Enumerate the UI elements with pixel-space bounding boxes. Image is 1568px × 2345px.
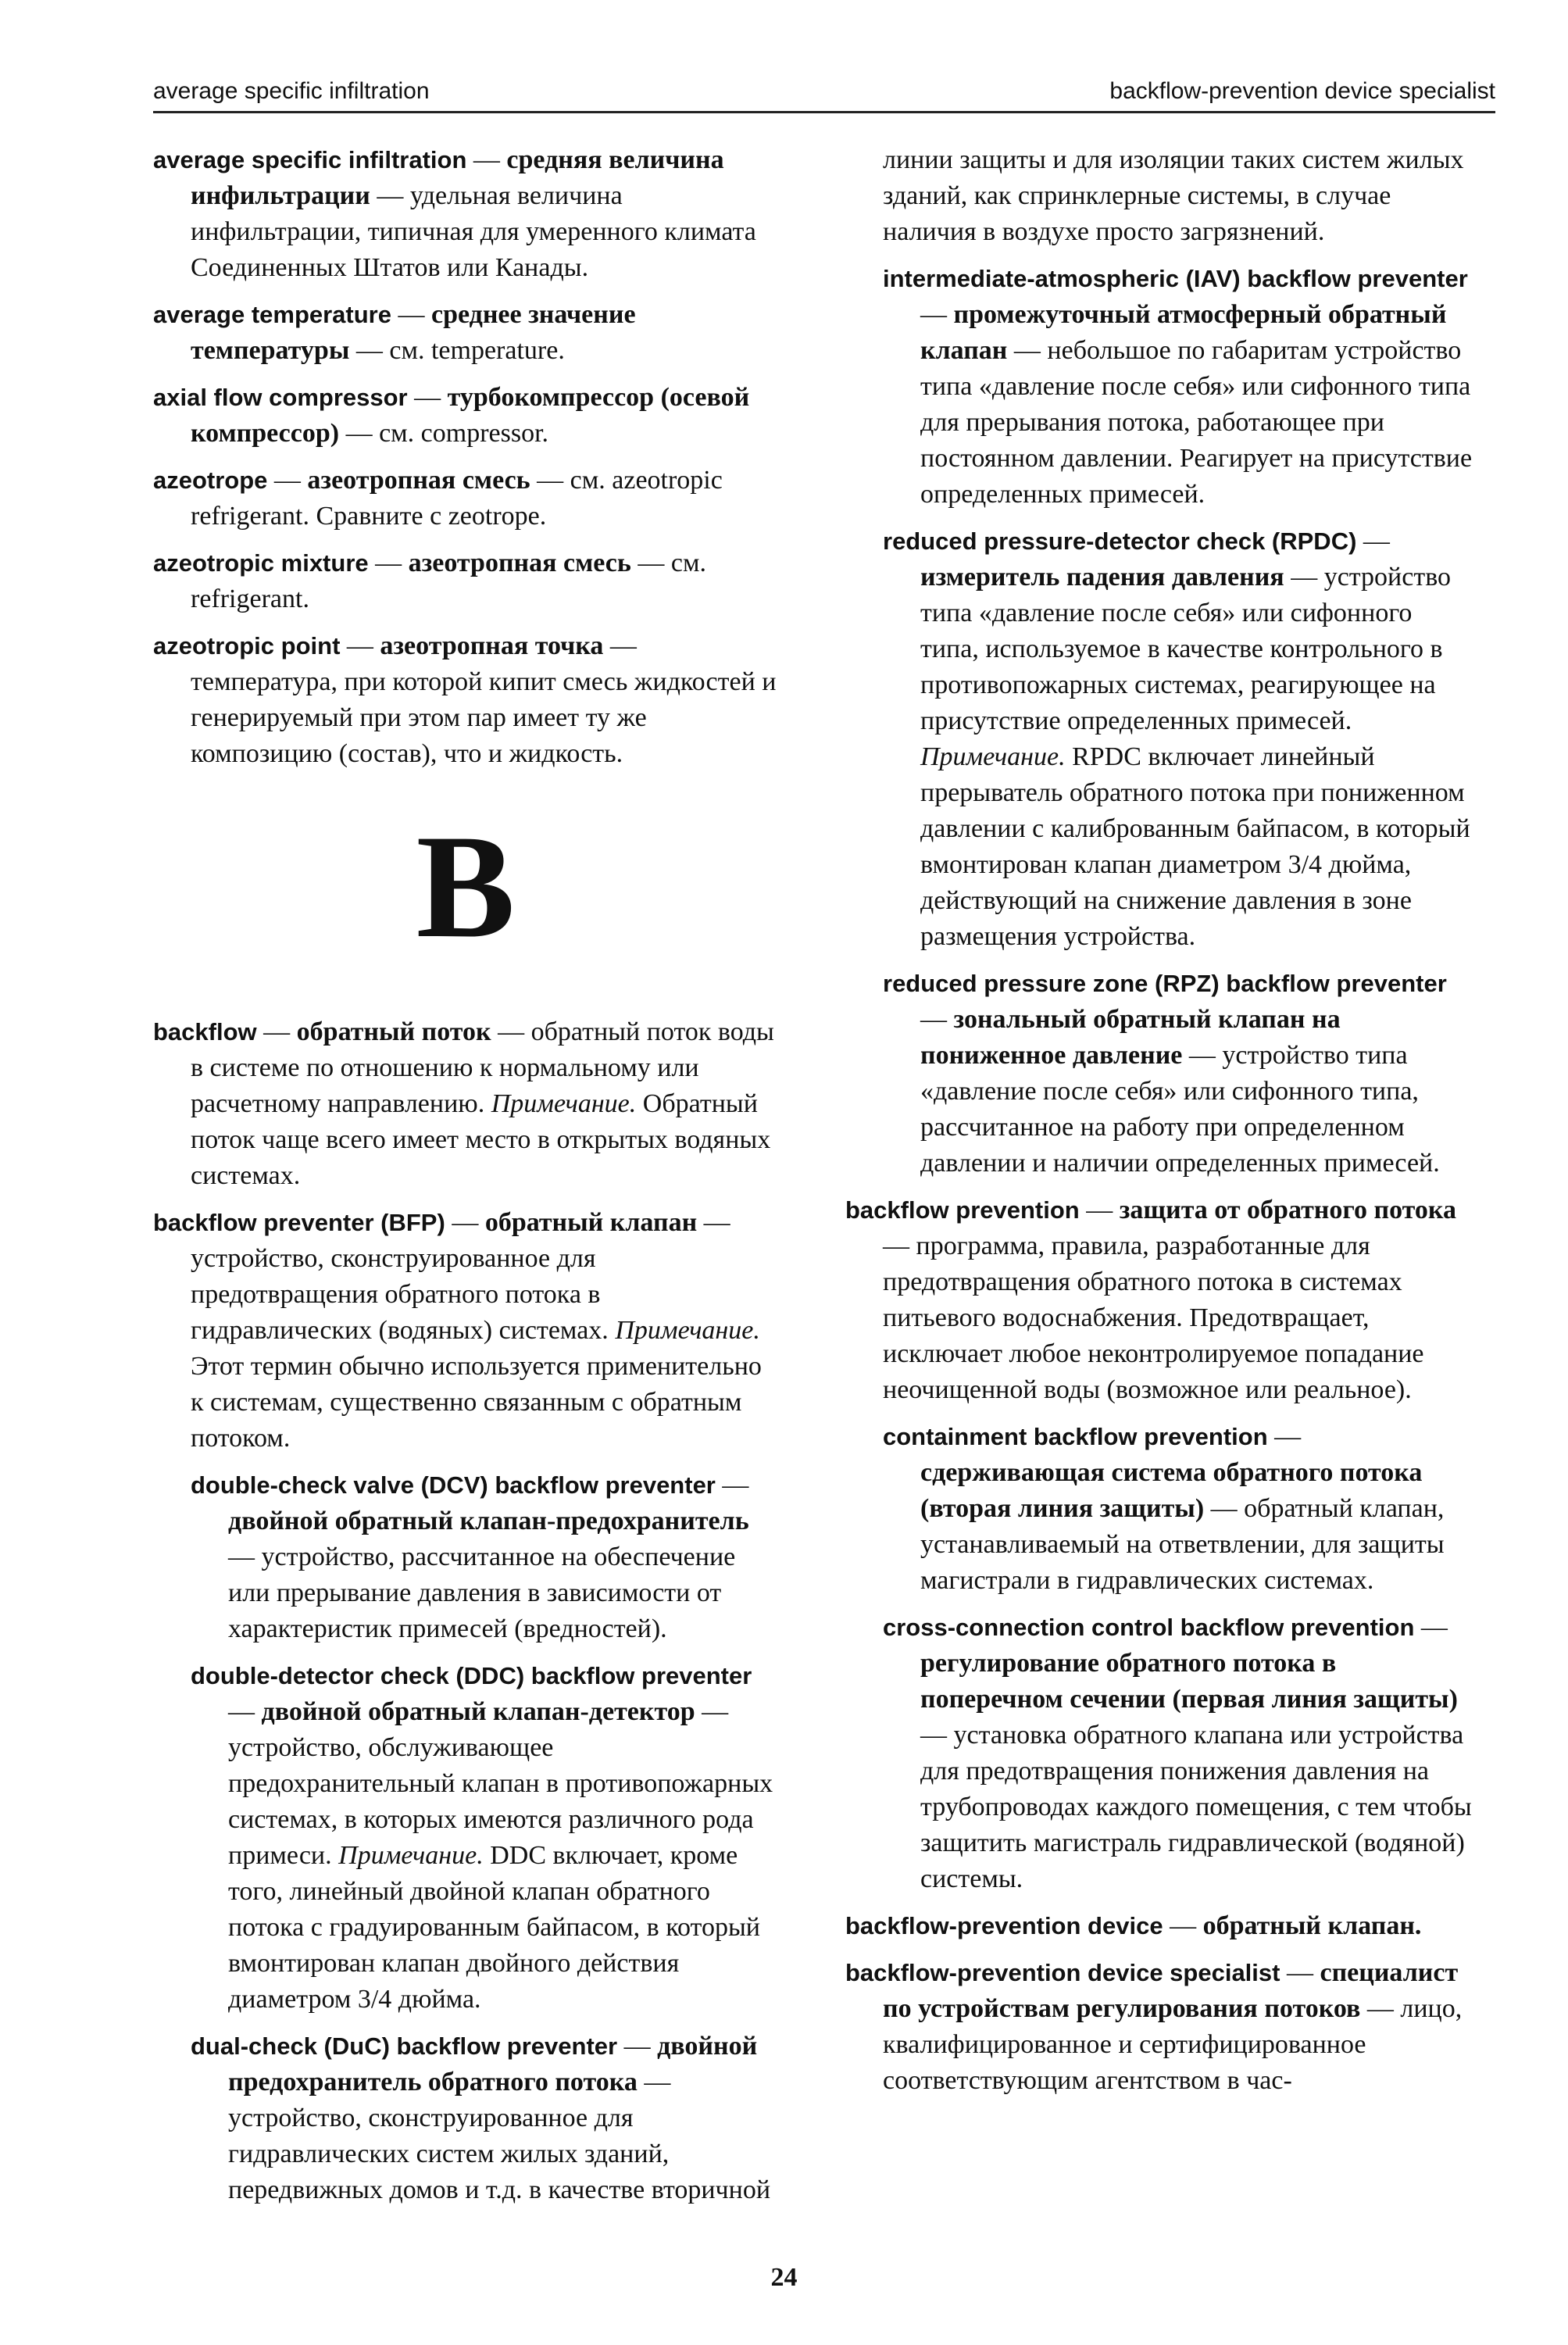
entry-translation: двойной обратный клапан-детектор [261, 1697, 695, 1726]
entry-translation: обратный клапан [484, 1208, 698, 1237]
glossary-entry: average temperature — среднее значение температуры — см. temperature. [153, 300, 636, 365]
note-label: Примечание. [920, 742, 1066, 771]
entry-translation: регулирование обратного потока в поперечном сечении (первая линия защиты) [920, 1649, 1458, 1714]
entry-definition: устройство, рассчитанное на обеспечение или прерывание давления в зависимости от характеристик примесей (вредностей). [228, 1542, 736, 1643]
glossary-entry: axial flow compressor — турбокомпрессор (осевой компрессор) — см. compressor. [153, 383, 750, 448]
entry-term: dual-check (DuC) backflow preventer [191, 2032, 618, 2060]
glossary-subentry: double-check valve (DCV) backflow preventer — двойной обратный клапан-предохранитель — устройство, рассчитанное на обеспечение или прерывание давления в зависимости от характеристик примесей (вредностей). [191, 1471, 749, 1643]
page-number: 24 [770, 2263, 798, 2292]
section-letter: B [416, 805, 516, 969]
entry-definition: устройство, обслуживающее предохранительный клапан в противопожарных системах, в которых имеются различного рода примеси. [228, 1733, 773, 1870]
entry-term: axial flow compressor [153, 384, 408, 411]
entry-note: DDC включает, кроме того, линейный двойной клапан обратного потока с градуированным байпасом, в который вмонтирован клапан двойного действия диаметром 3/4 дюйма. [228, 1841, 760, 2014]
glossary-subentry: double-detector check (DDC) backflow preventer — двойной обратный клапан-детектор — устройство, обслуживающее предохранительный клапан в противопожарных системах, в которых имеются различного рода примеси. Примечание. DDC включает, кроме того, линейный двойной клапан обратного потока с градуированным байпасом, в который вмонтирован клапан двойного действия диаметром 3/4 дюйма. [191, 1662, 773, 2014]
continued-definition [883, 142, 1477, 250]
glossary-entry: backflow prevention — защита от обратного потока — программа, правила, разработанные для предотвращения обратного потока в системах питьевого водоснабжения. Предотвращает, исключает любое неконтролируемое попадание неочищенной воды (возможное или реальное). [845, 1196, 1456, 1404]
entry-term: azeotrope [153, 466, 268, 494]
header-right-term: backflow-prevention device specialist [1109, 78, 1495, 104]
right-column [845, 142, 1477, 2110]
entry-translation: зональный обратный клапан на пониженное давление [920, 1005, 1341, 1070]
entry-continuation: линии защиты и для изоляции таких систем жилых зданий, как спринклерные системы, в случае наличия в воздухе просто загрязнений. [883, 145, 1464, 246]
entry-term: backflow-prevention device [845, 1912, 1163, 1939]
note-label: Примечание. [491, 1089, 637, 1118]
entry-term: double-check valve (DCV) backflow preventer [191, 1471, 716, 1499]
entry-translation: двойной предохранитель обратного потока [228, 2032, 758, 2097]
entry-definition: температура, при которой кипит смесь жидкостей и генерируемый при этом пар имеет ту же композицию (состав), что и жидкость. [191, 667, 777, 768]
entry-translation: обратный клапан. [1202, 1911, 1422, 1940]
entry-translation: средняя величина инфильтрации [191, 145, 724, 210]
entry-definition: см. azeotropic refrigerant. Сравните с zeotrope. [191, 466, 723, 531]
glossary-entry: backflow preventer (BFP) — обратный клапан — устройство, сконструированное для предотвращения обратного потока в гидравлических (водяных) системах. Примечание. Этот термин обычно используется применительно к системам, существенно связанным с обратным потоком. [153, 1208, 762, 1453]
entry-definition: устройство, сконструированное для гидравлических систем жилых зданий, передвижных домов и т.д. в качестве вторичной [228, 2104, 771, 2204]
entry-translation: азеотропная смесь [307, 466, 530, 495]
entry-definition: установка обратного клапана или устройства для предотвращения понижения давления на трубопроводах каждого помещения, с тем чтобы защитить магистраль гидравлической (водяной) системы. [920, 1721, 1472, 1893]
glossary-subentry: dual-check (DuC) backflow preventer — двойной предохранитель обратного потока — устройство, сконструированное для гидравлических систем жилых зданий, передвижных домов и т.д. в качестве вторичной [191, 2032, 771, 2204]
entry-translation: азеотропная смесь [408, 549, 631, 577]
entry-term: reduced pressure-detector check (RPDC) [883, 527, 1357, 555]
glossary-entry: average specific infiltration — средняя величина инфильтрации — удельная величина инфильтрации, типичная для умеренного климата Соединенных Штатов или Канады. [153, 145, 756, 282]
glossary-subentry: intermediate-atmospheric (IAV) backflow preventer — промежуточный атмосферный обратный клапан — небольшое по габаритам устройство типа «давление после себя» или сифонного типа для прерывания потока, работающее при постоянном давлении. Реагирует на присутствие определенных примесей. [883, 265, 1473, 509]
glossary-subentry: reduced pressure zone (RPZ) backflow preventer — зональный обратный клапан на пониженное давление — устройство типа «давление после себя» или сифонного типа, рассчитанное на работу при определенном давлении и наличии определенных примесей. [883, 970, 1447, 1178]
entry-term: intermediate-atmospheric (IAV) backflow preventer [883, 265, 1468, 292]
entry-term: azeotropic point [153, 632, 341, 660]
entry-definition: небольшое по габаритам устройство типа «давление после себя» или сифонного типа для прерывания потока, работающее при постоянном давлении. Реагирует на присутствие определенных примесей. [920, 336, 1473, 509]
entry-definition: обратный клапан, устанавливаемый на ответвлении, для защиты магистрали в гидравлических системах. [920, 1494, 1445, 1595]
entry-term: backflow prevention [845, 1196, 1080, 1224]
entry-translation: защита от обратного потока [1119, 1196, 1456, 1224]
entry-translation: промежуточный атмосферный обратный клапан [920, 300, 1447, 365]
entry-definition: см. refrigerant. [191, 549, 706, 613]
note-label: Примечание. [338, 1841, 484, 1870]
entry-definition: устройство типа «давление после себя» или сифонного типа, рассчитанное на работу при определенном давлении и наличии определенных примесей. [920, 1041, 1440, 1178]
entry-translation: специалист по устройствам регулирования потоков [883, 1958, 1459, 2023]
entry-definition: см. compressor. [379, 419, 549, 448]
entry-definition: лицо, квалифицированное и сертифицированное соответствующим агентством в час- [883, 1994, 1463, 2095]
entry-note: Этот термин обычно используется применительно к системам, существенно связанным с обратным потоком. [191, 1352, 762, 1453]
entry-definition: программа, правила, разработанные для предотвращения обратного потока в системах питьевого водоснабжения. Предотвращает, исключает любое неконтролируемое попадание неочищенной воды (возможное или реальное). [883, 1231, 1424, 1404]
note-label: Примечание. [615, 1316, 760, 1345]
glossary-entry: azeotrope — азеотропная смесь — см. azeotropic refrigerant. Сравните с zeotrope. [153, 466, 723, 531]
entry-definition: устройство типа «давление после себя» или сифонного типа, используемое в качестве контрольного в противопожарных системах, реагирующее на присутствие определенных примесей. [920, 563, 1452, 735]
glossary-entry: backflow — обратный поток — обратный поток воды в системе по отношению к нормальному или расчетному направлению. Примечание. Обратный поток чаще всего имеет место в открытых водяных системах. [153, 1017, 774, 1190]
entry-translation: обратный поток [296, 1017, 491, 1046]
glossary-entry: backflow-prevention device — обратный клапан. [845, 1911, 1422, 1940]
entry-definition: см. temperature. [389, 336, 565, 365]
glossary-entry: backflow-prevention device specialist — специалист по устройствам регулирования потоков — лицо, квалифицированное и сертифицированное соответствующим агентством в час- [845, 1958, 1463, 2095]
entry-term: cross-connection control backflow prevention [883, 1614, 1415, 1641]
entry-translation: турбокомпрессор (осевой компрессор) [191, 383, 750, 448]
entry-term: average temperature [153, 301, 391, 328]
entry-definition: устройство, сконструированное для предотвращения обратного потока в гидравлических (водяных) системах. [191, 1244, 609, 1345]
entry-term: azeotropic mixture [153, 549, 369, 577]
header-left-term: average specific infiltration [153, 78, 430, 104]
entry-definition: обратный поток воды в системе по отношению к нормальному или расчетному направлению. [191, 1017, 774, 1118]
glossary-subentry: containment backflow prevention — сдерживающая система обратного потока (вторая линия защиты) — обратный клапан, устанавливаемый на ответвлении, для защиты магистрали в гидравлических системах. [883, 1422, 1445, 1595]
glossary-entry: azeotropic mixture — азеотропная смесь — см. refrigerant. [153, 549, 706, 613]
entry-term: containment backflow prevention [883, 1423, 1268, 1450]
entry-definition: удельная величина инфильтрации, типичная для умеренного климата Соединенных Штатов или Канады. [191, 181, 756, 282]
glossary-entry: azeotropic point — азеотропная точка — температура, при которой кипит смесь жидкостей и генерируемый при этом пар имеет ту же композицию (состав), что и жидкость. [153, 631, 777, 768]
entry-translation: сдерживающая система обратного потока (вторая линия защиты) [920, 1458, 1423, 1523]
entry-note: RPDC включает линейный прерыватель обратного потока при пониженном давлении с калиброванным байпасом, в который вмонтирован клапан диаметром 3/4 дюйма, действующий на снижение давления в зоне размещения устройства. [920, 742, 1470, 951]
entry-term: average specific infiltration [153, 146, 467, 173]
entry-term: backflow preventer (BFP) [153, 1209, 445, 1236]
entry-term: double-detector check (DDC) backflow preventer [191, 1662, 752, 1689]
glossary-subentry: reduced pressure-detector check (RPDC) — измеритель падения давления — устройство типа «давление после себя» или сифонного типа, используемое в качестве контрольного в противопожарных системах, реагирующее на присутствие определенных примесей. Примечание. RPDC включает линейный прерыватель обратного потока при пониженном давлении с калиброванным байпасом, в который вмонтирован клапан диаметром 3/4 дюйма, действующий на снижение давления в зоне размещения устройства. [883, 527, 1470, 951]
entry-term: reduced pressure zone (RPZ) backflow preventer [883, 970, 1447, 997]
entry-note: Обратный поток чаще всего имеет место в открытых водяных системах. [191, 1089, 771, 1190]
entry-translation: двойной обратный клапан-предохранитель [228, 1507, 749, 1535]
entry-translation: азеотропная точка [380, 631, 604, 660]
entry-term: backflow [153, 1018, 257, 1046]
entry-term: backflow-prevention device specialist [845, 1959, 1280, 1986]
running-head [153, 75, 1495, 113]
glossary-subentry: cross-connection control backflow prevention — регулирование обратного потока в поперечном сечении (первая линия защиты) — установка обратного клапана или устройства для предотвращения понижения давления на трубопроводах каждого помещения, с тем чтобы защитить магистраль гидравлической (водяной) системы. [883, 1613, 1472, 1893]
entry-translation: измеритель падения давления [920, 563, 1284, 592]
left-column [153, 142, 778, 2219]
entry-translation: среднее значение температуры [191, 300, 636, 365]
